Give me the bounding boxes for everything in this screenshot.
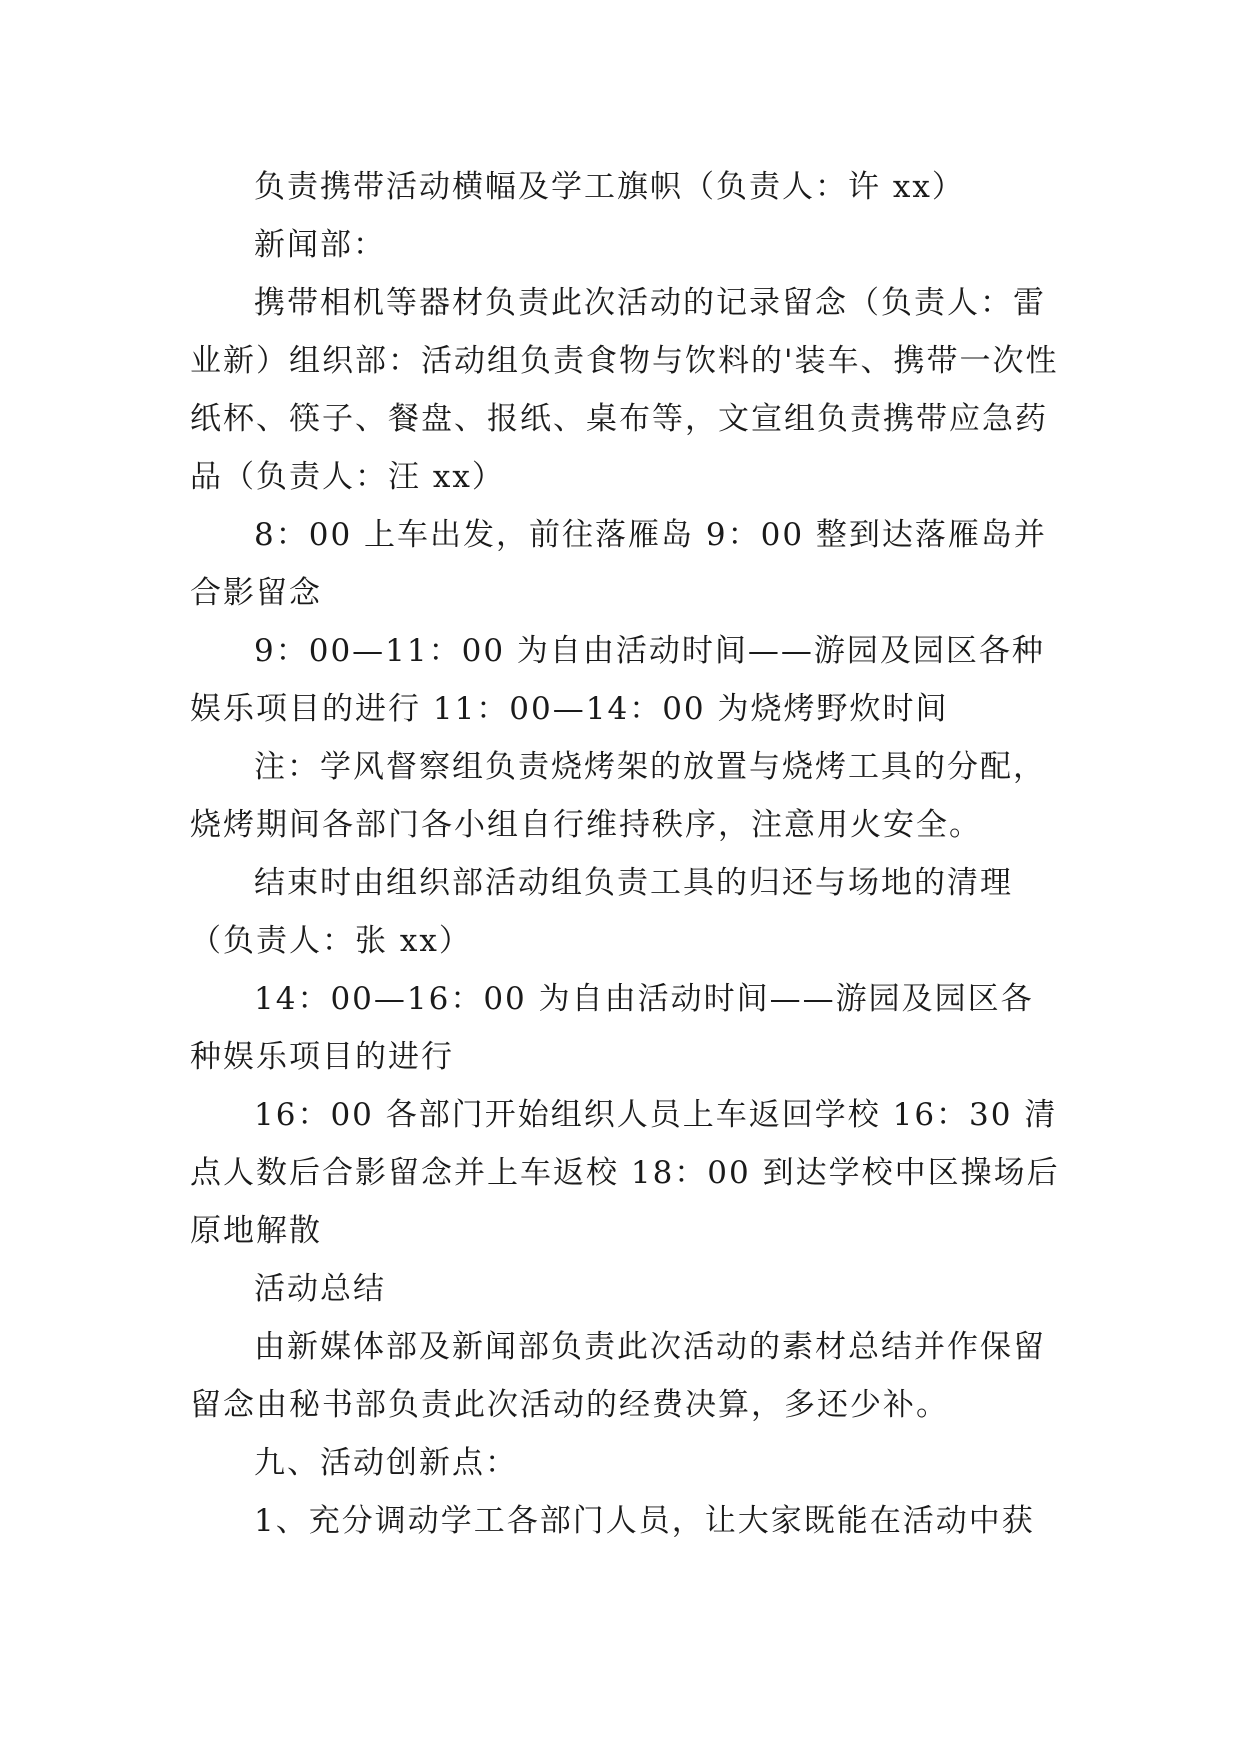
paragraph-bbq-note: 注：学风督察组负责烧烤架的放置与烧烤工具的分配，烧烤期间各部门各小组自行维持秩序，注意用火安全。 bbox=[190, 749, 1046, 843]
paragraph-innovation-item-1: 1、充分调动学工各部门人员，让大家既能在活动中获 bbox=[254, 1503, 1035, 1539]
paragraph-morning-activity: 9：00—11：00 为自由活动时间——游园及园区各种娱乐项目的进行 11：00—14：00 为烧烤野炊时间 bbox=[190, 633, 1045, 727]
paragraph-innovation-heading: 九、活动创新点： bbox=[254, 1445, 518, 1481]
paragraph-return-schedule: 16：00 各部门开始组织人员上车返回学校 16：30 清点人数后合影留念并上车返校 18：00 到达学校中区操场后原地解散 bbox=[190, 1097, 1060, 1249]
paragraph-banner-duty: 负责携带活动横幅及学工旗帜（负责人：许 xx） bbox=[254, 169, 965, 205]
document-body bbox=[190, 158, 1060, 1550]
paragraph-summary-body: 由新媒体部及新闻部负责此次活动的素材总结并作保留留念由秘书部负责此次活动的经费决算，多还少补。 bbox=[190, 1329, 1046, 1423]
paragraph-afternoon-activity: 14：00—16：00 为自由活动时间——游园及园区各种娱乐项目的进行 bbox=[190, 981, 1034, 1075]
paragraph-news-dept-heading: 新闻部： bbox=[254, 227, 386, 263]
paragraph-summary-heading: 活动总结 bbox=[254, 1271, 386, 1307]
paragraph-cleanup-duty: 结束时由组织部活动组负责工具的归还与场地的清理（负责人：张 xx） bbox=[190, 865, 1013, 959]
paragraph-camera-and-org-duty: 携带相机等器材负责此次活动的记录留念（负责人：雷业新）组织部：活动组负责食物与饮料的'装车、携带一次性纸杯、筷子、餐盘、报纸、桌布等，文宣组负责携带应急药品（负责人：汪 xx） bbox=[190, 285, 1059, 495]
paragraph-departure-schedule: 8：00 上车出发，前往落雁岛 9：00 整到达落雁岛并合影留念 bbox=[190, 517, 1047, 611]
